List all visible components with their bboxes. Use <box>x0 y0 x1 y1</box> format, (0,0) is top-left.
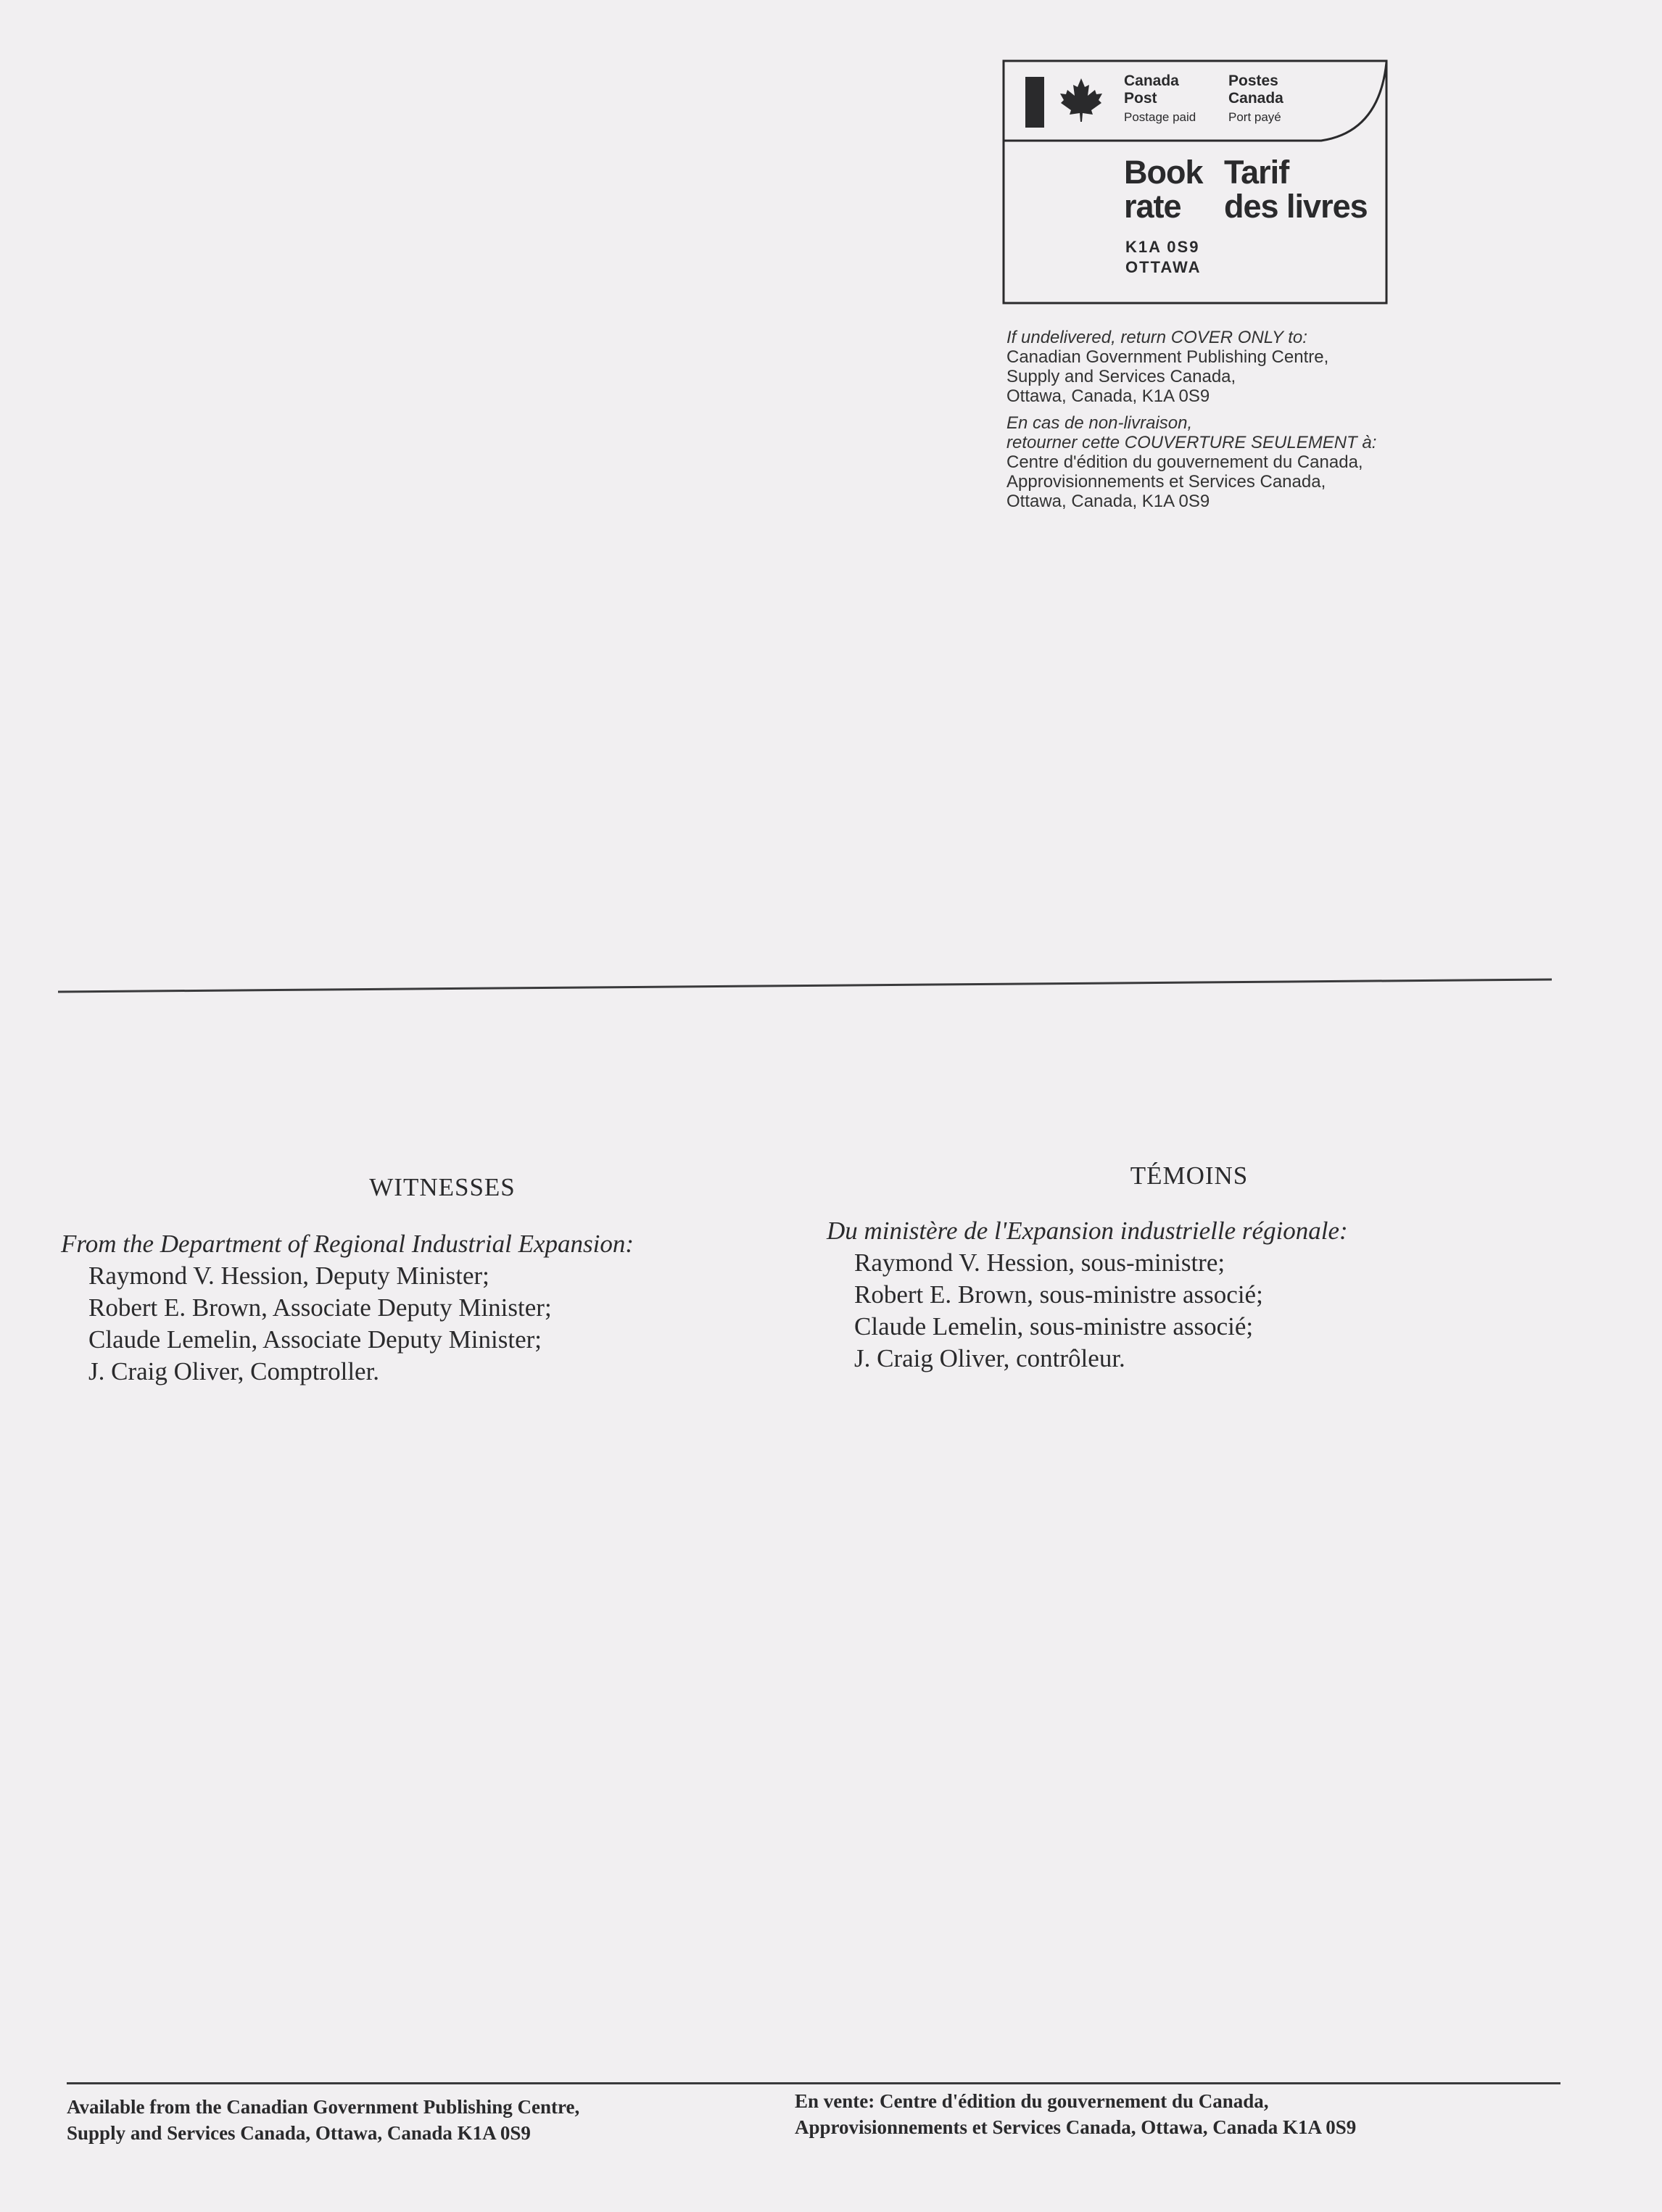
witness-item: Raymond V. Hession, Deputy Minister; <box>88 1262 489 1290</box>
footer-line: Available from the Canadian Government Publishing Centre, <box>67 2096 580 2118</box>
footer-availability-en <box>67 2094 579 2146</box>
witness-item: Raymond V. Hession, sous-ministre; <box>854 1248 1225 1277</box>
witnesses-department-en: From the Department of Regional Industrial Expansion: <box>61 1230 634 1258</box>
postes-label: Postes <box>1228 73 1278 89</box>
witness-item: Claude Lemelin, Associate Deputy Minister; <box>88 1325 542 1354</box>
return-line-fr: Centre d'édition du gouvernement du Canada, <box>1006 452 1363 472</box>
footer-line: En vente: Centre d'édition du gouvernement du Canada, <box>795 2090 1269 2112</box>
witness-item: Robert E. Brown, sous-ministre associé; <box>854 1280 1263 1309</box>
witnesses-title: WITNESSES <box>369 1173 516 1201</box>
witness-item: J. Craig Oliver, contrôleur. <box>854 1344 1125 1372</box>
witness-item: Claude Lemelin, sous-ministre associé; <box>854 1312 1254 1341</box>
postal-code: K1A 0S9 <box>1125 238 1200 256</box>
return-intro-fr: En cas de non-livraison, <box>1006 413 1193 433</box>
return-line-en: Ottawa, Canada, K1A 0S9 <box>1006 386 1210 406</box>
witness-item: J. Craig Oliver, Comptroller. <box>88 1357 380 1385</box>
des-livres-word: des livres <box>1224 188 1368 225</box>
tarif-label <box>1224 155 1368 223</box>
footer-availability-fr <box>795 2088 1356 2140</box>
city: OTTAWA <box>1125 258 1202 276</box>
return-line-fr: Ottawa, Canada, K1A 0S9 <box>1006 492 1210 511</box>
maple-leaf-icon <box>1056 74 1107 125</box>
temoins-title: TÉMOINS <box>1130 1161 1249 1190</box>
postage-paid-label: Postage paid <box>1124 110 1196 124</box>
witness-item: Robert E. Brown, Associate Deputy Minister; <box>88 1293 552 1322</box>
return-intro-en: If undelivered, return COVER ONLY to: <box>1006 328 1307 347</box>
port-paye-label: Port payé <box>1228 110 1281 124</box>
canada-fr-label: Canada <box>1228 90 1283 107</box>
footer-line: Approvisionnements et Services Canada, Ottawa, Canada K1A 0S9 <box>795 2116 1357 2138</box>
postage-indicia <box>1002 59 1389 305</box>
return-intro-fr: retourner cette COUVERTURE SEULEMENT à: <box>1006 433 1377 452</box>
witnesses-department-fr: Du ministère de l'Expansion industrielle régionale: <box>827 1217 1348 1245</box>
witnesses-list-en <box>88 1260 552 1388</box>
canada-label: Canada <box>1124 73 1179 89</box>
rate-word: rate <box>1124 188 1181 225</box>
book-rate-label <box>1124 155 1203 223</box>
tarif-word: Tarif <box>1224 154 1289 191</box>
return-line-en: Canadian Government Publishing Centre, <box>1006 347 1329 367</box>
return-line-en: Supply and Services Canada, <box>1006 367 1236 386</box>
witnesses-list-fr <box>854 1247 1263 1375</box>
divider-rule <box>0 972 1662 1001</box>
return-address-block <box>1006 328 1376 511</box>
return-line-fr: Approvisionnements et Services Canada, <box>1006 472 1326 492</box>
canada-flag-bar <box>1025 77 1044 128</box>
post-label: Post <box>1124 90 1157 107</box>
footer-line: Supply and Services Canada, Ottawa, Canada K1A 0S9 <box>67 2122 531 2144</box>
footer-rule <box>67 2082 1560 2084</box>
book-word: Book <box>1124 154 1203 191</box>
